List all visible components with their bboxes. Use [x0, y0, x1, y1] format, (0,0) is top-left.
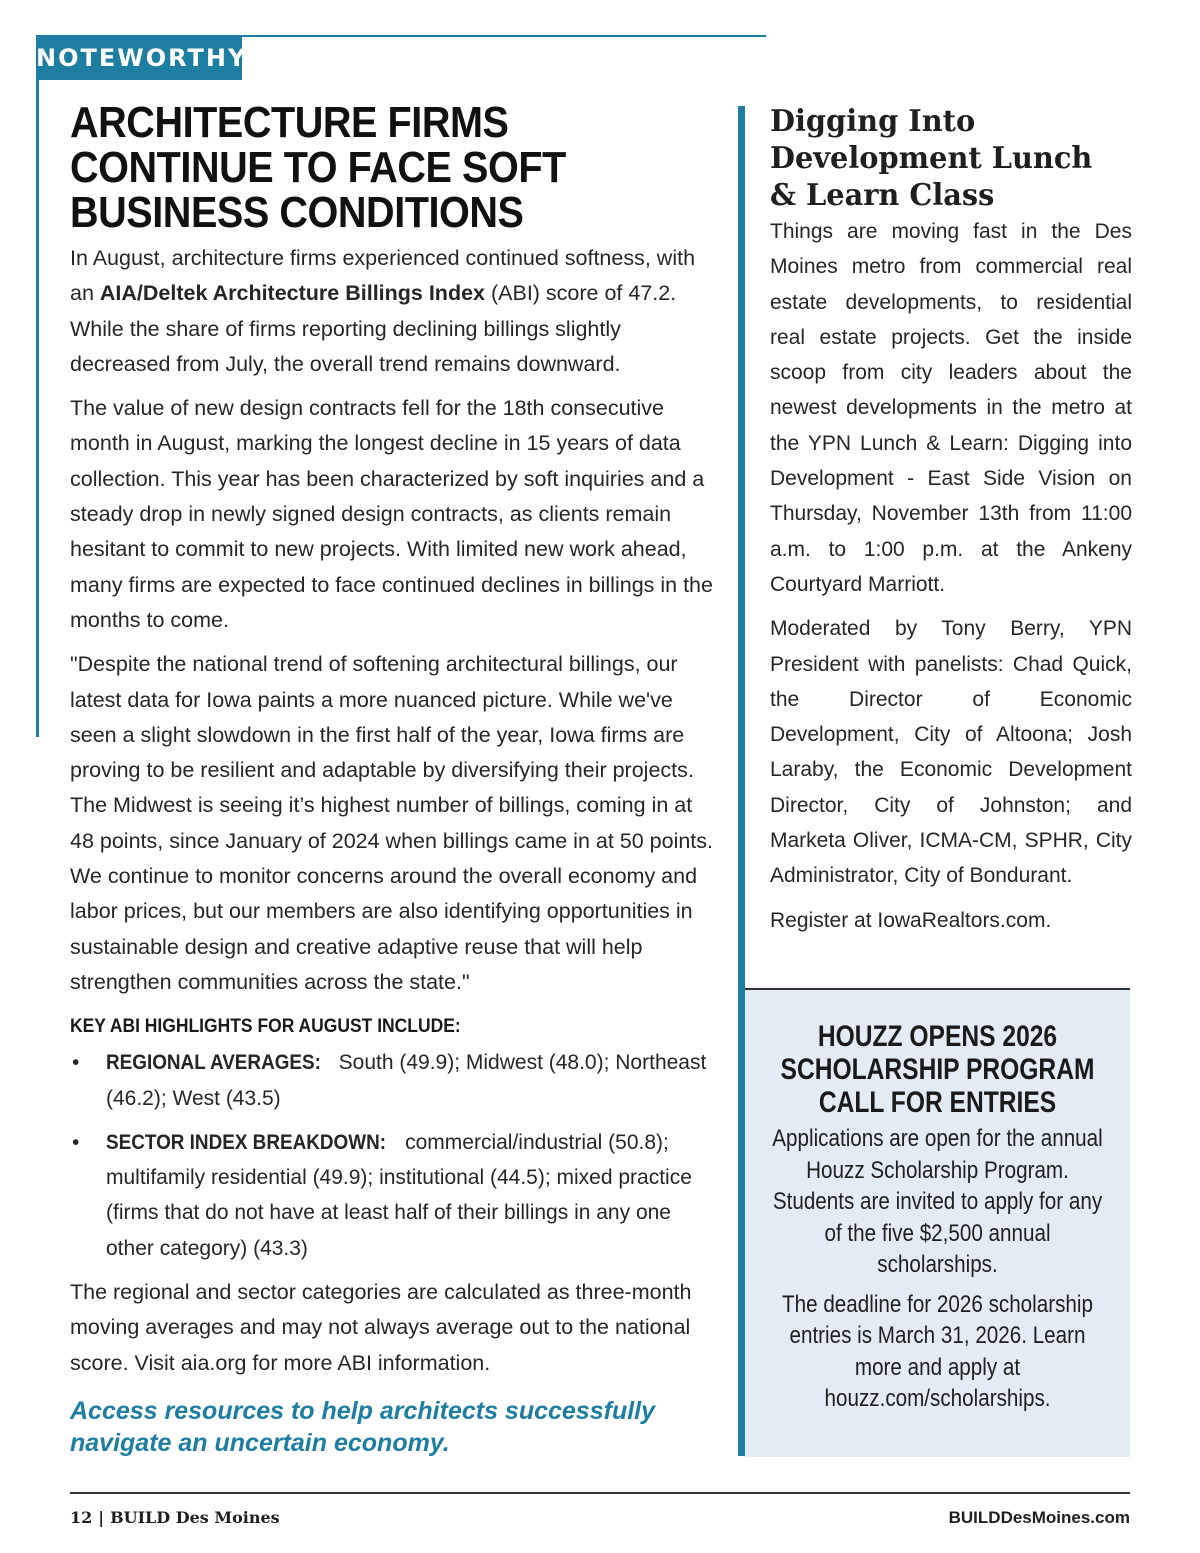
- footer-website[interactable]: BUILDDesMoines.com: [948, 1508, 1130, 1527]
- highlight-item: [70, 1045, 720, 1116]
- main-article: [70, 100, 720, 1459]
- article-paragraph-1: [70, 241, 720, 382]
- p1-text-a: In August, architecture firms experienced continued softness, with an: [70, 246, 696, 306]
- highlight-text: commercial/industrial (50.8); multifamily residential (49.9); institutional (44.5); mixed practice (firms that do not have at least half of their billings in any one other category) (43.3): [106, 1130, 692, 1260]
- left-rule: [36, 35, 39, 737]
- section-badge: NOTEWORTHY: [36, 37, 242, 80]
- sidebar-accent-bar: [738, 106, 745, 1456]
- publication-name: BUILD Des Moines: [110, 1508, 280, 1527]
- footer-separator: |: [98, 1508, 105, 1527]
- resources-link[interactable]: Access resources to help architects successfully navigate an uncertain economy.: [70, 1396, 656, 1457]
- article-headline: ARCHITECTURE FIRMS CONTINUE TO FACE SOFT BUSINESS CONDITIONS: [70, 98, 566, 237]
- abi-name: AIA/Deltek Architecture Billings Index: [99, 281, 485, 306]
- houzz-callout-box: [745, 988, 1130, 1457]
- bullet-icon: •: [72, 1130, 80, 1154]
- sidebar-article: [770, 103, 1132, 947]
- highlight-item: [70, 1125, 720, 1266]
- sidebar-paragraph-1: Things are moving fast in the Des Moines metro from commercial real estate developments, to residential real estate projects. Get the inside scoop from city leaders about the newest developments in the metro at the YPN Lunch & Learn: Digging into Development - East Side Vision on Thursday, November 13th from 11:00 a.m. to 1:00 p.m. at the Ankeny Courtyard Marriott.: [770, 220, 1132, 596]
- footer-left: [70, 1508, 280, 1527]
- sidebar-title: Digging Into Development Lunch & Learn Class: [770, 104, 1093, 213]
- p1-text-b: (ABI) score of 47.2. While the share of firms reporting declining billings slightly decreased from July, the overall trend remains downward.: [70, 281, 677, 376]
- article-quote: "Despite the national trend of softening architectural billings, our latest data for Iowa paints a more nuanced picture. While we've seen a slight slowdown in the first half of the year, Iowa firms are proving to be resilient and adaptable by diversifying their projects. The Midwest is seeing it’s highest number of billings, coming in at 48 points, since January of 2024 when billings came in at 50 points. We continue to monitor concerns around the overall economy and labor prices, but our members are also identifying opportunities in sustainable design and creative adaptive reuse that will help strengthen communities across the state.": [70, 652, 714, 994]
- highlights-heading: KEY ABI HIGHLIGHTS FOR AUGUST INCLUDE:: [70, 1016, 461, 1038]
- houzz-paragraph-2: The deadline for 2026 scholarship entries is March 31, 2026. Learn more and apply at houzz.com/scholarships.: [782, 1290, 1093, 1412]
- highlight-label: REGIONAL AVERAGES:: [106, 1051, 321, 1075]
- highlights-list: [70, 1045, 720, 1266]
- sidebar-paragraph-2: Moderated by Tony Berry, YPN President with panelists: Chad Quick, the Director of Economic Development, City of Altoona; Josh Laraby, the Economic Development Director, City of Johnston; and Marketa Oliver, ICMA-CM, SPHR, City Administrator, City of Bondurant.: [770, 617, 1132, 888]
- bullet-icon: •: [72, 1051, 80, 1075]
- highlight-text: South (49.9); Midwest (48.0); Northeast (46.2); West (43.5): [106, 1051, 707, 1110]
- houzz-title: HOUZZ OPENS 2026 SCHOLARSHIP PROGRAM CALL FOR ENTRIES: [780, 1020, 1095, 1119]
- highlight-label: SECTOR INDEX BREAKDOWN:: [106, 1130, 387, 1154]
- article-paragraph-2: The value of new design contracts fell for the 18th consecutive month in August, marking the longest decline in 15 years of data collection. This year has been characterized by soft inquiries and a steady drop in newly signed design contracts, as clients remain hesitant to commit to new projects. With limited new work ahead, many firms are expected to face continued declines in billings in the months to come.: [70, 396, 713, 632]
- article-body: [70, 241, 720, 1459]
- houzz-paragraph-1: Applications are open for the annual Houzz Scholarship Program. Students are invited to apply for any of the five $2,500 annual scholarships.: [772, 1125, 1103, 1278]
- page-number: 12: [70, 1508, 93, 1527]
- sidebar-register: Register at IowaRealtors.com.: [770, 908, 1052, 932]
- article-paragraph-4: The regional and sector categories are calculated as three-month moving averages and may not always average out to the national score. Visit aia.org for more ABI information.: [70, 1280, 692, 1375]
- footer-rule: [70, 1492, 1130, 1494]
